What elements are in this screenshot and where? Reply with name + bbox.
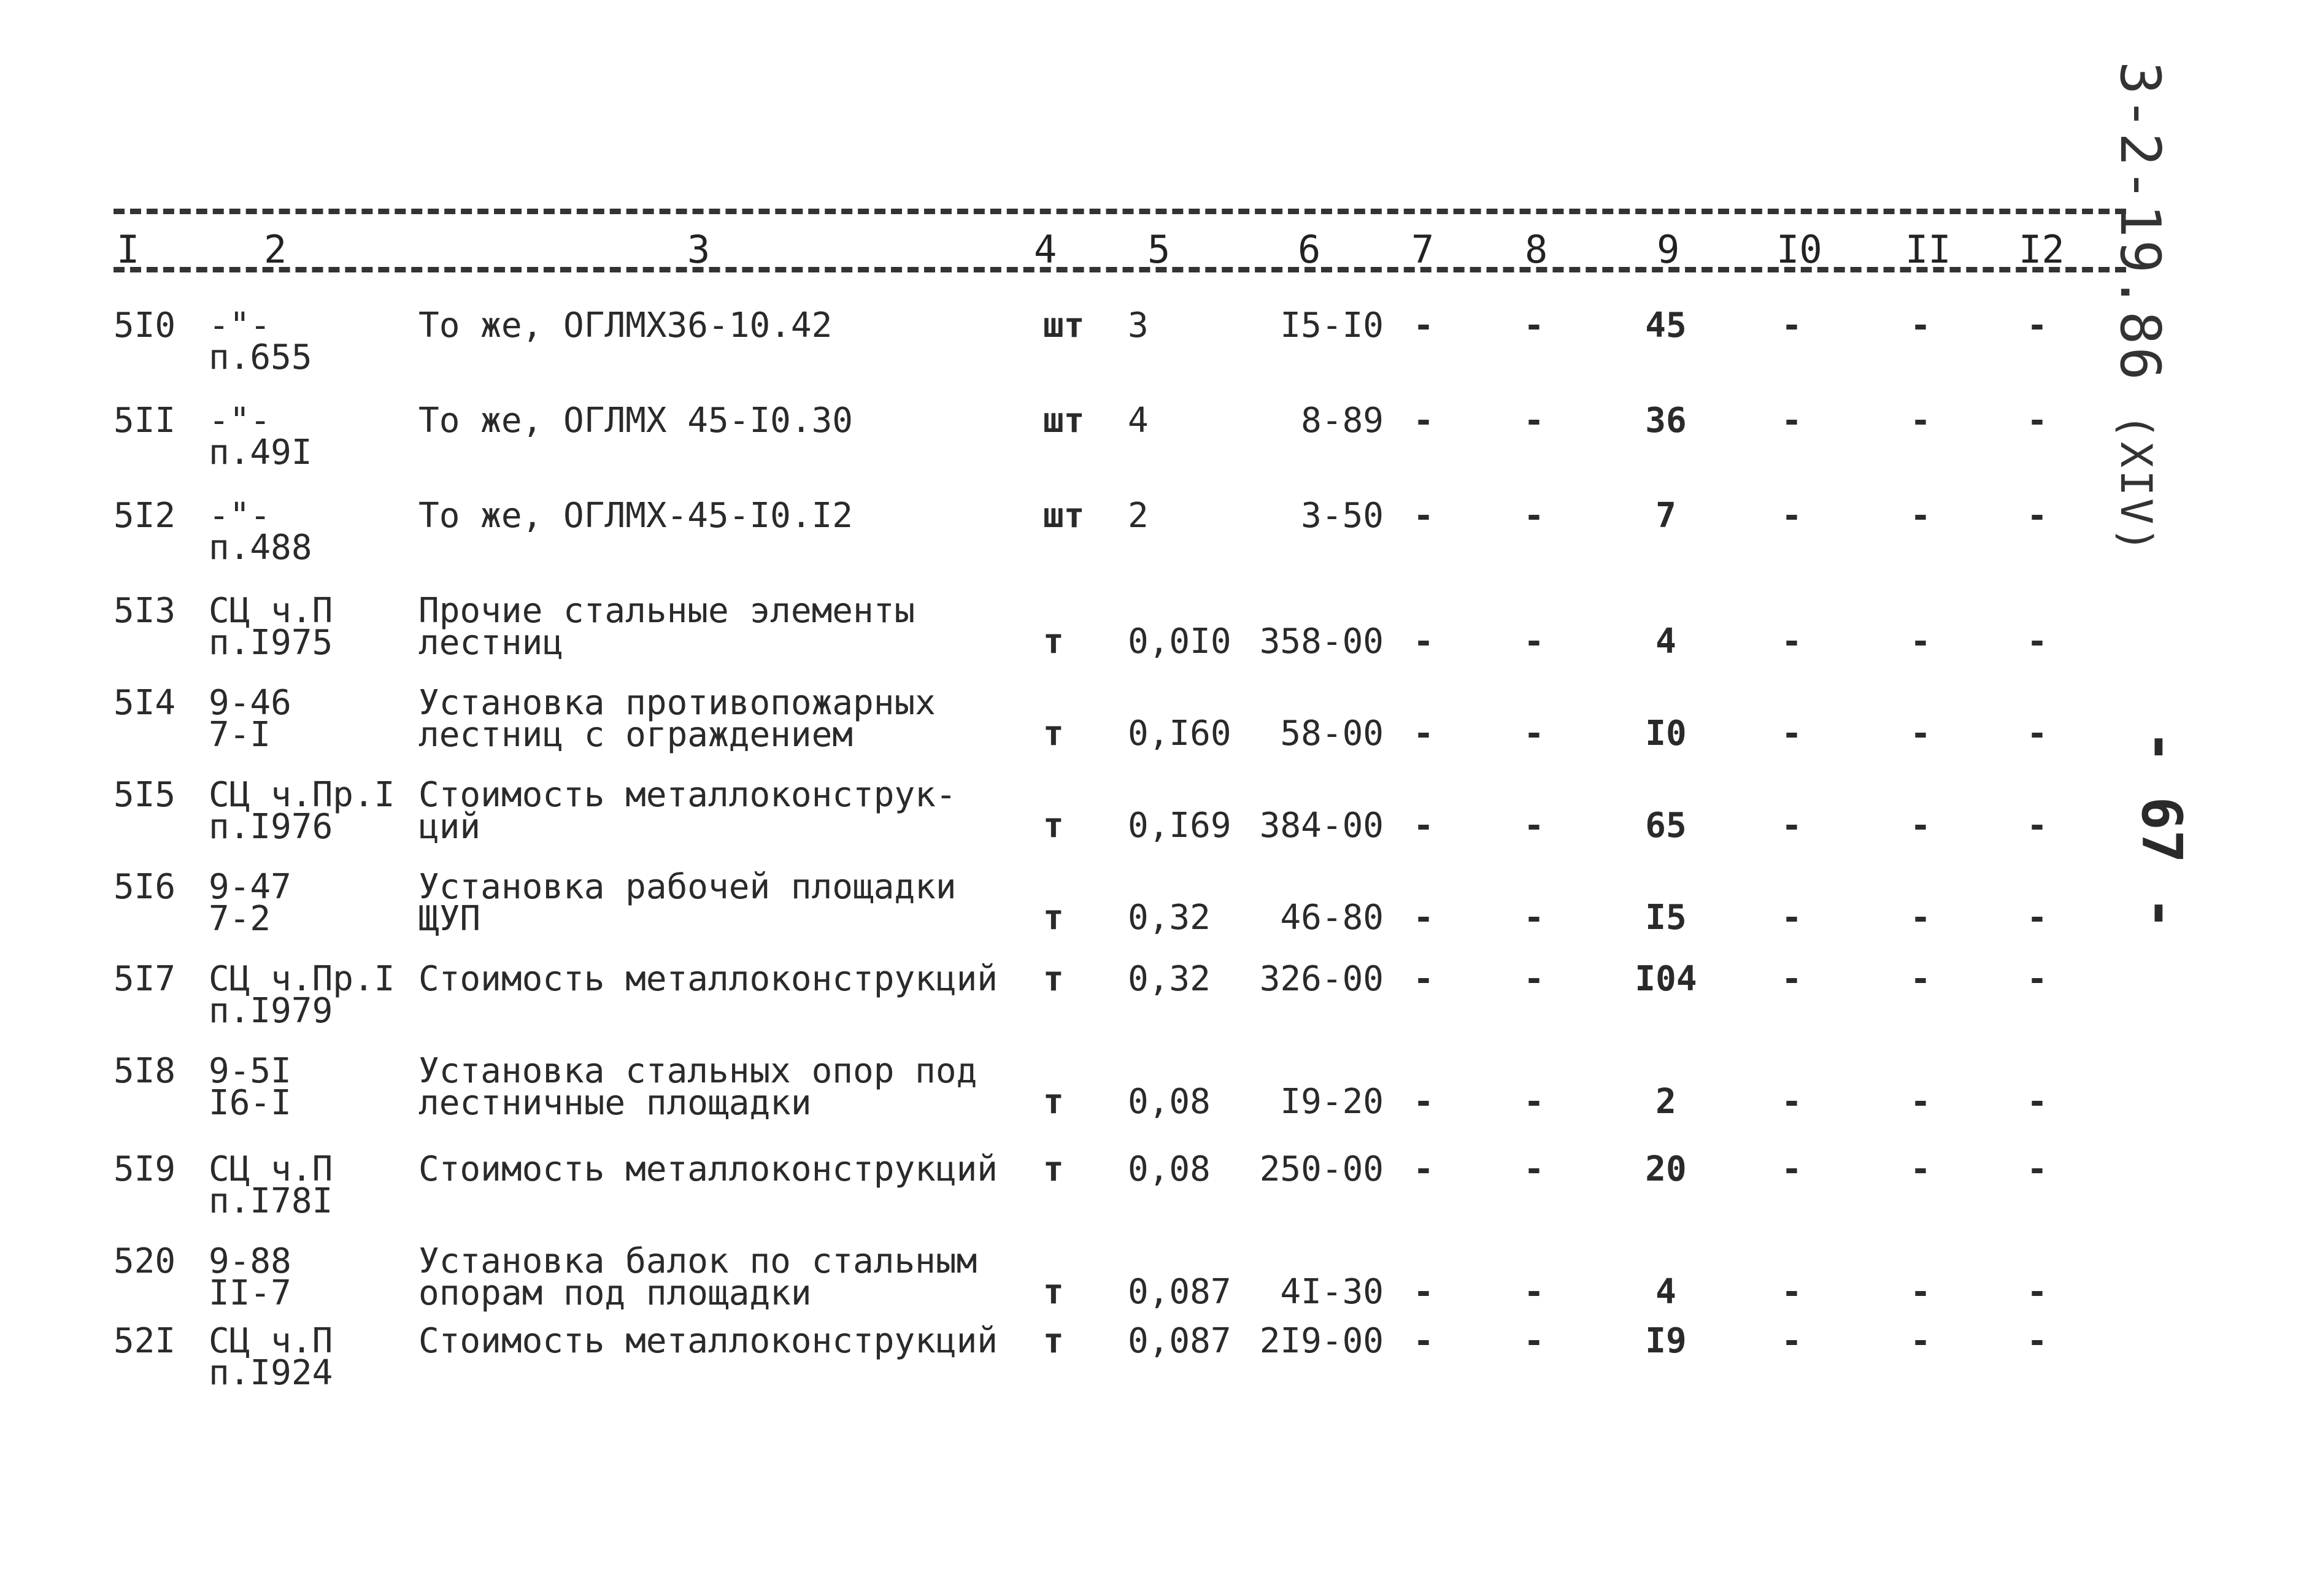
row-total: 2	[1655, 1082, 1676, 1122]
row-col-12: -	[2027, 959, 2048, 999]
row-col-12: -	[2027, 1149, 2048, 1189]
row-unit-price: I9-20	[1280, 1082, 1384, 1122]
row-col-10: -	[1781, 1149, 1802, 1189]
header-col-3: 3	[687, 227, 711, 272]
row-description: Прочие стальные элементы лестниц	[418, 591, 915, 663]
row-unit: шт	[1043, 496, 1085, 536]
row-unit: т	[1043, 714, 1064, 754]
row-col-8: -	[1524, 401, 1544, 441]
row-number: 5I2	[114, 496, 176, 536]
row-number: 5I9	[114, 1149, 176, 1189]
row-unit-price: 4I-30	[1280, 1272, 1384, 1312]
row-col-11: -	[1910, 806, 1931, 846]
row-col-7: -	[1413, 401, 1434, 441]
row-quantity: 0,087	[1128, 1321, 1231, 1361]
header-col-10: I0	[1776, 227, 1822, 272]
row-col-11: -	[1910, 1272, 1931, 1312]
row-col-8: -	[1524, 496, 1544, 536]
row-col-7: -	[1413, 959, 1434, 999]
row-number: 5I5	[114, 775, 176, 815]
document-code	[2108, 61, 2172, 555]
row-unit-price: 2I9-00	[1259, 1321, 1384, 1361]
row-unit-price: 250-00	[1259, 1149, 1384, 1189]
row-col-12: -	[2027, 1272, 2048, 1312]
row-reference: -"- п.488	[209, 496, 312, 568]
row-col-12: -	[2027, 306, 2048, 345]
row-col-10: -	[1781, 1082, 1802, 1122]
row-unit-price: 358-00	[1259, 622, 1384, 661]
row-col-11: -	[1910, 1321, 1931, 1361]
row-col-8: -	[1524, 306, 1544, 345]
row-col-12: -	[2027, 622, 2048, 661]
row-col-11: -	[1910, 496, 1931, 536]
row-unit: т	[1043, 622, 1064, 661]
row-number: 5I0	[114, 306, 176, 345]
row-quantity: 0,08	[1128, 1082, 1211, 1122]
row-unit: т	[1043, 1082, 1064, 1122]
row-col-7: -	[1413, 714, 1434, 754]
row-number: 5I7	[114, 959, 176, 999]
header-col-8: 8	[1525, 227, 1548, 272]
row-number: 5I8	[114, 1051, 176, 1091]
row-col-7: -	[1413, 1082, 1434, 1122]
header-rule	[114, 267, 2126, 272]
row-reference: -"- п.49I	[209, 401, 312, 472]
header-col-6: 6	[1298, 227, 1321, 272]
row-unit-price: I5-I0	[1280, 306, 1384, 345]
row-reference: СЦ ч.П п.I924	[209, 1321, 333, 1393]
row-col-8: -	[1524, 1149, 1544, 1189]
row-col-8: -	[1524, 959, 1544, 999]
row-quantity: 0,0I0	[1128, 622, 1231, 661]
row-col-7: -	[1413, 1272, 1434, 1312]
header-col-11: II	[1905, 227, 1951, 272]
row-total: 7	[1655, 496, 1676, 536]
row-description: Установка балок по стальным опорам под площадки	[418, 1241, 977, 1313]
row-col-11: -	[1910, 714, 1931, 754]
row-col-10: -	[1781, 1272, 1802, 1312]
row-unit: т	[1043, 1272, 1064, 1312]
row-col-11: -	[1910, 1149, 1931, 1189]
row-col-7: -	[1413, 622, 1434, 661]
row-col-10: -	[1781, 898, 1802, 938]
row-number: 520	[114, 1241, 176, 1281]
row-quantity: 0,32	[1128, 959, 1211, 999]
row-col-8: -	[1524, 806, 1544, 846]
row-col-12: -	[2027, 714, 2048, 754]
row-col-8: -	[1524, 1082, 1544, 1122]
row-col-11: -	[1910, 622, 1931, 661]
row-col-10: -	[1781, 959, 1802, 999]
row-col-8: -	[1524, 622, 1544, 661]
row-col-12: -	[2027, 898, 2048, 938]
row-number: 5I3	[114, 591, 176, 631]
row-description: Стоимость металлоконструкций	[418, 959, 998, 999]
row-unit-price: 326-00	[1259, 959, 1384, 999]
row-unit-price: 46-80	[1280, 898, 1384, 938]
row-col-10: -	[1781, 622, 1802, 661]
row-col-7: -	[1413, 496, 1434, 536]
row-col-8: -	[1524, 898, 1544, 938]
row-reference: 9-46 7-I	[209, 683, 291, 755]
header-col-9: 9	[1657, 227, 1680, 272]
row-reference: СЦ ч.П п.I975	[209, 591, 333, 663]
row-number: 52I	[114, 1321, 176, 1361]
row-quantity: 0,087	[1128, 1272, 1231, 1312]
row-col-12: -	[2027, 401, 2048, 441]
row-number: 5I4	[114, 683, 176, 723]
row-col-12: -	[2027, 806, 2048, 846]
row-col-10: -	[1781, 714, 1802, 754]
row-col-11: -	[1910, 306, 1931, 345]
row-col-11: -	[1910, 401, 1931, 441]
row-description: Установка рабочей площадки ЩУП	[418, 867, 957, 939]
row-col-10: -	[1781, 496, 1802, 536]
row-total: I0	[1645, 714, 1687, 754]
row-description: То же, ОГЛМХ36-10.42	[418, 306, 833, 345]
row-unit-price: 3-50	[1301, 496, 1384, 536]
row-reference: СЦ ч.Пр.I п.I976	[209, 775, 395, 847]
row-total: 36	[1645, 401, 1687, 441]
row-col-7: -	[1413, 306, 1434, 345]
row-reference: СЦ ч.П п.I78I	[209, 1149, 333, 1221]
row-reference: 9-88 II-7	[209, 1241, 291, 1313]
row-total: 4	[1655, 1272, 1676, 1312]
row-col-7: -	[1413, 1149, 1434, 1189]
row-description: То же, ОГЛМХ 45-I0.30	[418, 401, 854, 441]
header-col-4: 4	[1034, 227, 1057, 272]
row-col-11: -	[1910, 898, 1931, 938]
row-col-8: -	[1524, 1321, 1544, 1361]
row-reference: -"- п.655	[209, 306, 312, 377]
row-col-8: -	[1524, 714, 1544, 754]
row-description: Установка стальных опор под лестничные площадки	[418, 1051, 977, 1123]
row-total: 20	[1645, 1149, 1687, 1189]
page-number: - 67 -	[2129, 730, 2194, 930]
document-code-text: 3-2-19.86	[2108, 61, 2172, 383]
header-col-1: I	[117, 227, 140, 272]
row-col-11: -	[1910, 959, 1931, 999]
row-unit: т	[1043, 806, 1064, 846]
row-total: 45	[1645, 306, 1687, 345]
row-unit-price: 384-00	[1259, 806, 1384, 846]
row-unit: шт	[1043, 401, 1085, 441]
row-col-12: -	[2027, 496, 2048, 536]
row-description: Стоимость металлоконструкций	[418, 1149, 998, 1189]
row-reference: 9-5I I6-I	[209, 1051, 291, 1123]
row-total: 65	[1645, 806, 1687, 846]
row-total: 4	[1655, 622, 1676, 661]
row-quantity: 3	[1128, 306, 1149, 345]
row-quantity: 0,32	[1128, 898, 1211, 938]
row-description: Стоимость металлоконструк- ций	[418, 775, 957, 847]
row-unit: т	[1043, 959, 1064, 999]
row-unit-price: 8-89	[1301, 401, 1384, 441]
row-quantity: 0,I69	[1128, 806, 1231, 846]
row-quantity: 2	[1128, 496, 1149, 536]
row-col-8: -	[1524, 1272, 1544, 1312]
row-col-7: -	[1413, 1321, 1434, 1361]
row-col-10: -	[1781, 401, 1802, 441]
row-quantity: 0,I60	[1128, 714, 1231, 754]
row-number: 5II	[114, 401, 176, 441]
row-col-12: -	[2027, 1321, 2048, 1361]
row-description: Установка противопожарных лестниц с ограждением	[418, 683, 936, 755]
header-col-2: 2	[264, 227, 287, 272]
row-total: I9	[1645, 1321, 1687, 1361]
row-col-10: -	[1781, 806, 1802, 846]
header-col-7: 7	[1411, 227, 1435, 272]
row-col-10: -	[1781, 306, 1802, 345]
row-unit-price: 58-00	[1280, 714, 1384, 754]
header-col-5: 5	[1147, 227, 1171, 272]
row-total: I5	[1645, 898, 1687, 938]
row-unit: т	[1043, 898, 1064, 938]
row-reference: СЦ ч.Пр.I п.I979	[209, 959, 395, 1031]
row-description: Стоимость металлоконструкций	[418, 1321, 998, 1361]
row-quantity: 0,08	[1128, 1149, 1211, 1189]
row-col-10: -	[1781, 1321, 1802, 1361]
row-reference: 9-47 7-2	[209, 867, 291, 939]
document-tag: (XIV)	[2111, 413, 2161, 555]
row-col-7: -	[1413, 806, 1434, 846]
row-unit: т	[1043, 1149, 1064, 1189]
row-unit: т	[1043, 1321, 1064, 1361]
row-unit: шт	[1043, 306, 1085, 345]
row-total: I04	[1635, 959, 1697, 999]
header-col-12: I2	[2019, 227, 2065, 272]
row-quantity: 4	[1128, 401, 1149, 441]
row-number: 5I6	[114, 867, 176, 907]
row-description: То же, ОГЛМХ-45-I0.I2	[418, 496, 854, 536]
row-col-7: -	[1413, 898, 1434, 938]
row-col-11: -	[1910, 1082, 1931, 1122]
row-col-12: -	[2027, 1082, 2048, 1122]
top-rule	[114, 209, 2126, 214]
